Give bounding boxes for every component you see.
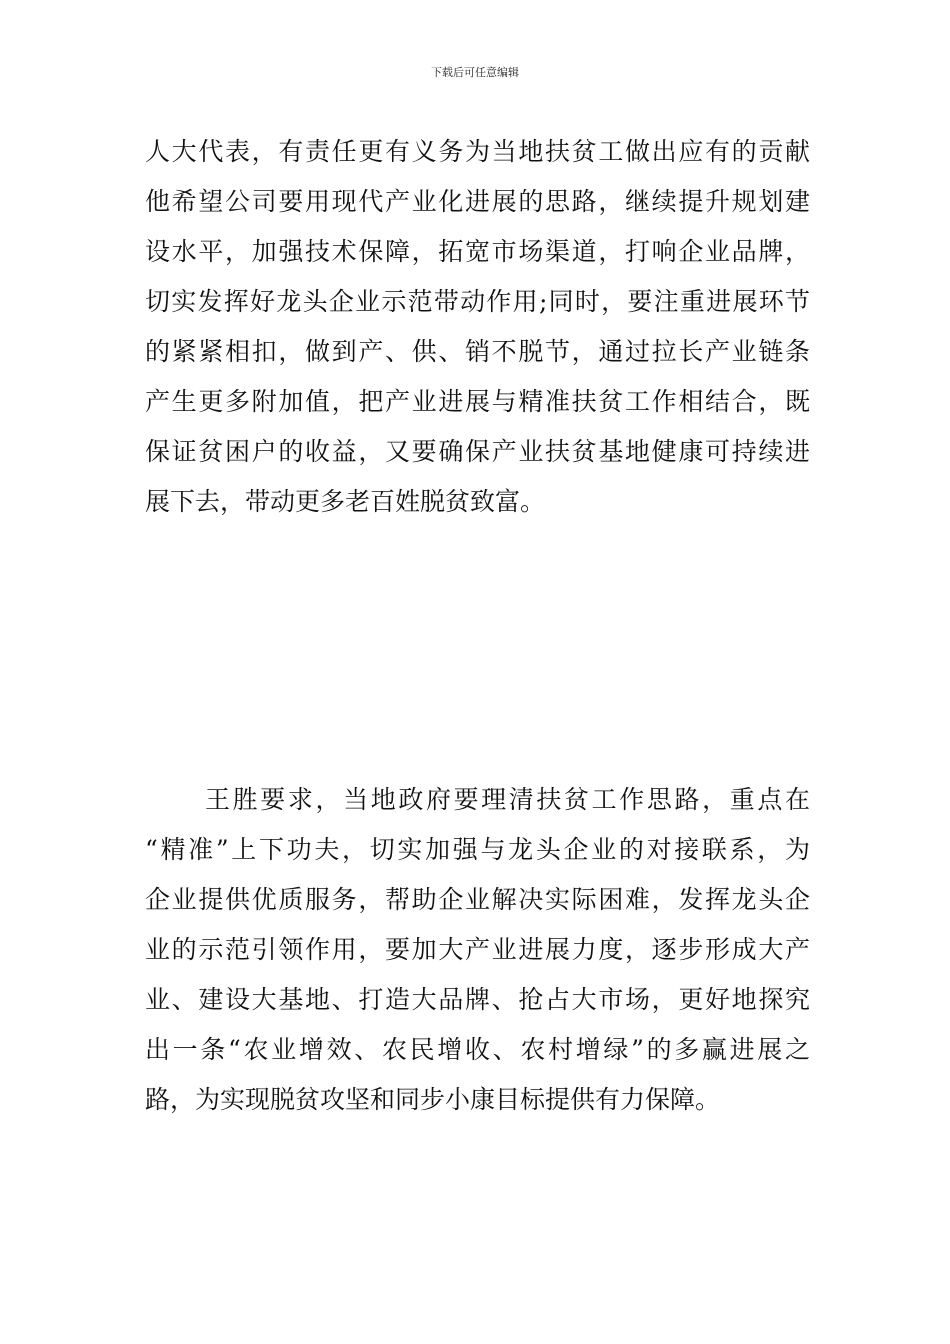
paragraph-line: 企业提供优质服务，帮助企业解决实际困难，发挥龙头企 <box>145 885 810 914</box>
paragraph-line: 路，为实现脱贫攻坚和同步小康目标提供有力保障。 <box>145 1085 721 1114</box>
paragraph-line: “精准”上下功夫，切实加强与龙头企业的对接联系，为 <box>145 835 810 864</box>
paragraph-line: 产生更多附加值，把产业进展与精准扶贫工作相结合，既 <box>145 387 810 416</box>
paragraph-line: 他希望公司要用现代产业化进展的思路，继续提升规划建 <box>145 187 810 216</box>
paragraph-line: 展下去，带动更多老百姓脱贫致富。 <box>145 487 546 516</box>
paragraph-line: 设水平，加强技术保障，拓宽市场渠道，打响企业品牌， <box>145 237 810 266</box>
paragraph-line: 出一条“农业增效、农民增收、农村增绿”的多赢进展之 <box>145 1035 810 1064</box>
paragraph-2 <box>145 775 810 1125</box>
paragraph-line: 王胜要求，当地政府要理清扶贫工作思路，重点在 <box>205 785 810 814</box>
paragraph-line: 人大代表，有责任更有义务为当地扶贫工做出应有的贡献 <box>145 137 810 166</box>
paragraph-line: 业的示范引领作用，要加大产业进展力度，逐步形成大产 <box>145 935 810 964</box>
paragraph-line: 业、建设大基地、打造大品牌、抢占大市场，更好地探究 <box>145 985 810 1014</box>
page-header: 下载后可任意编辑 <box>431 66 519 79</box>
paragraph-line: 切实发挥好龙头企业示范带动作用;同时，要注重进展环节 <box>145 287 810 316</box>
paragraph-line: 的紧紧相扣，做到产、供、销不脱节，通过拉长产业链条 <box>145 337 810 366</box>
paragraph-line: 保证贫困户的收益，又要确保产业扶贫基地健康可持续进 <box>145 437 810 466</box>
paragraph-1 <box>145 127 810 527</box>
